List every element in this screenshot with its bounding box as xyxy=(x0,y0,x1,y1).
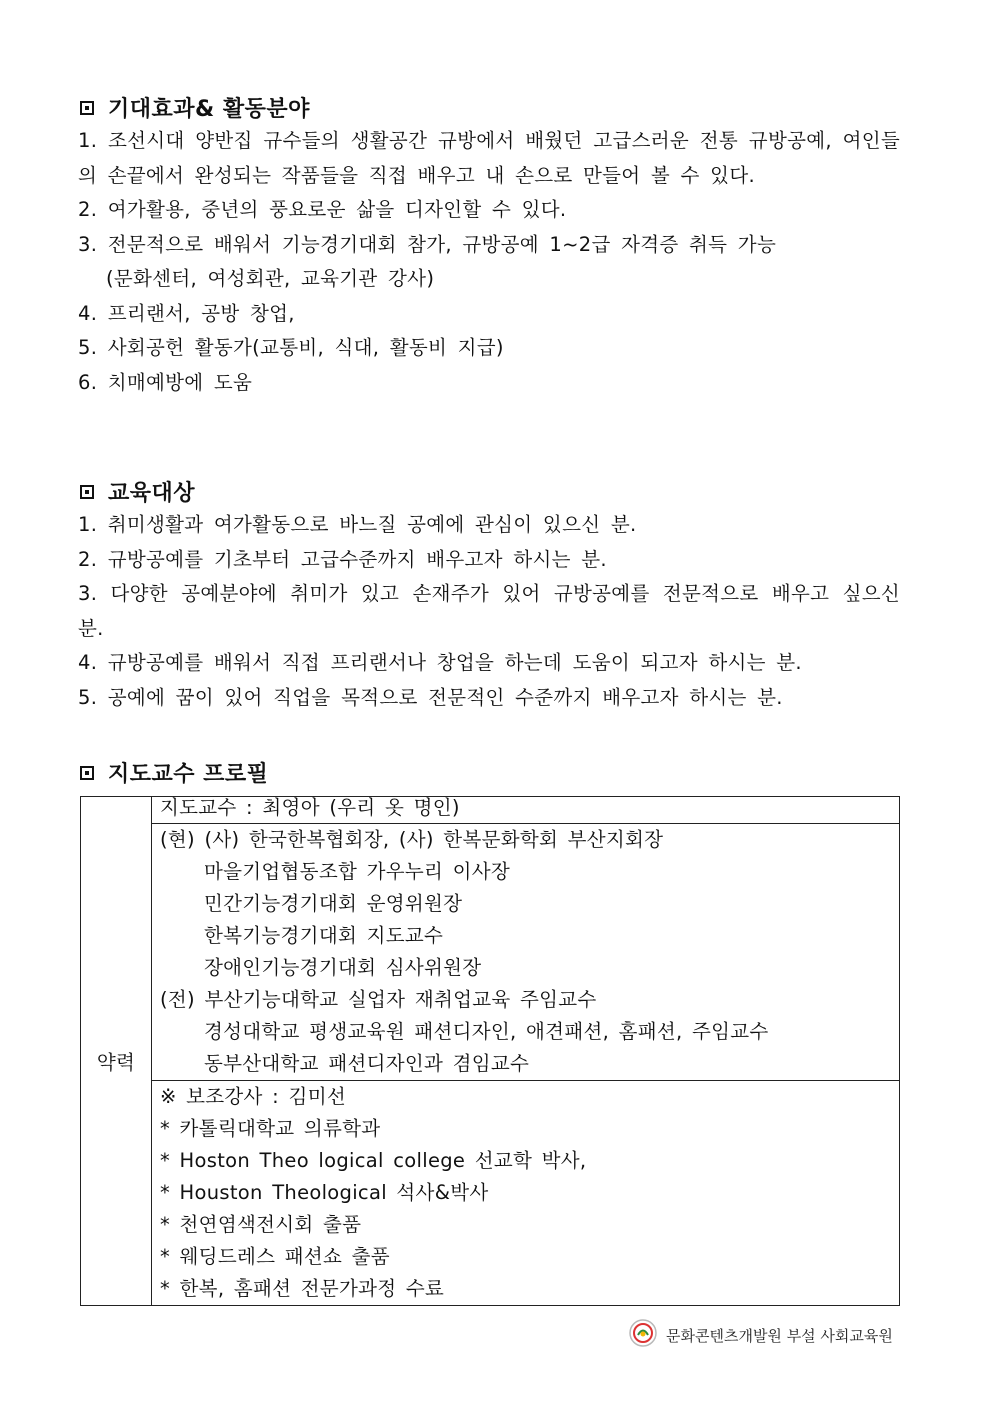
career-line: (현) (사) 한국한복협회장, (사) 한복문화학회 부산지회장 xyxy=(160,828,664,851)
assistant-line: ※ 보조강사 : 김미선 xyxy=(160,1085,346,1108)
section-heading-profile xyxy=(80,757,268,788)
square-bullet-icon xyxy=(80,101,94,115)
list-item: 3. 전문적으로 배워서 기능경기대회 참가, 규방공예 1~2급 자격증 취득 가능 xyxy=(78,232,777,256)
list-item: 2. 규방공예를 기초부터 고급수준까지 배우고자 하시는 분. xyxy=(78,547,607,571)
section-title: 기대효과& 활동분야 xyxy=(108,97,310,122)
career-line: 한복기능경기대회 지도교수 xyxy=(204,924,444,947)
list-item: (문화센터, 여성회관, 교육기관 강사) xyxy=(106,267,435,290)
list-item: 1. 조선시대 양반집 규수들의 생활공간 규방에서 배웠던 고급스러운 전통 규방공예, 여인들의 손끝에서 완성되는 작품들을 직접 배우고 내 손으로 만들어 볼 수 있다. xyxy=(78,129,900,187)
section-heading-effects xyxy=(80,92,310,123)
career-line: 동부산대학교 패션디자인과 겸임교수 xyxy=(204,1052,530,1075)
assistant-line: * Houston Theological 석사&박사 xyxy=(160,1181,489,1204)
career-line: 경성대학교 평생교육원 패션디자인, 애견패션, 홈패션, 주임교수 xyxy=(204,1020,769,1043)
career-line: 민간기능경기대회 운영위원장 xyxy=(204,892,463,915)
list-item: 5. 사회공헌 활동가(교통비, 식대, 활동비 지급) xyxy=(78,336,504,359)
list-item: 3. 다양한 공예분야에 취미가 있고 손재주가 있어 규방공예를 전문적으로 배우고 싶으신 분. xyxy=(78,582,900,640)
career-cell xyxy=(152,824,900,1081)
organization-name: 문화콘텐츠개발원 부설 사회교육원 xyxy=(666,1326,893,1345)
career-line: 장애인기능경기대회 심사위원장 xyxy=(204,956,482,979)
list-item: 1. 취미생활과 여가활동으로 바느질 공예에 관심이 있으신 분. xyxy=(78,513,637,536)
section-title: 교육대상 xyxy=(108,481,196,506)
square-bullet-icon xyxy=(80,485,94,499)
profile-table xyxy=(80,796,900,1306)
list-item: 4. 규방공예를 배워서 직접 프리랜서나 창업을 하는데 도움이 되고자 하시는 분. xyxy=(78,651,802,674)
target-list xyxy=(78,508,900,715)
assistant-line: * 천연염색전시회 출품 xyxy=(160,1213,362,1236)
square-bullet-icon xyxy=(80,766,94,780)
profile-label-cell xyxy=(81,797,152,1306)
assistant-cell xyxy=(152,1081,900,1306)
assistant-line: * 한복, 홈패션 전문가과정 수료 xyxy=(160,1277,445,1300)
list-item: 5. 공예에 꿈이 있어 직업을 목적으로 전문적인 수준까지 배우고자 하시는 분. xyxy=(78,685,783,709)
professor-cell xyxy=(152,797,900,824)
section-heading-target xyxy=(80,476,195,507)
assistant-line: * 카톨릭대학교 의류학과 xyxy=(160,1117,381,1140)
assistant-line: * 웨딩드레스 패션쇼 출품 xyxy=(160,1245,390,1268)
assistant-line: * Hoston Theo logical college 선교학 박사, xyxy=(160,1149,587,1172)
section-title: 지도교수 프로필 xyxy=(108,762,269,787)
list-item: 2. 여가활용, 중년의 풍요로운 삶을 디자인할 수 있다. xyxy=(78,198,567,221)
career-line: (전) 부산기능대학교 실업자 재취업교육 주임교수 xyxy=(160,988,597,1011)
career-line: 마을기업협동조합 가우누리 이사장 xyxy=(204,860,511,883)
profile-label: 약력 xyxy=(96,1051,136,1074)
list-item: 6. 치매예방에 도움 xyxy=(78,370,253,394)
professor-name: 지도교수 : 최영아 (우리 옷 명인) xyxy=(160,796,460,819)
footer xyxy=(628,1318,893,1352)
effects-list xyxy=(78,124,900,400)
list-item: 4. 프리랜서, 공방 창업, xyxy=(78,301,295,325)
organization-logo-icon xyxy=(628,1318,658,1352)
